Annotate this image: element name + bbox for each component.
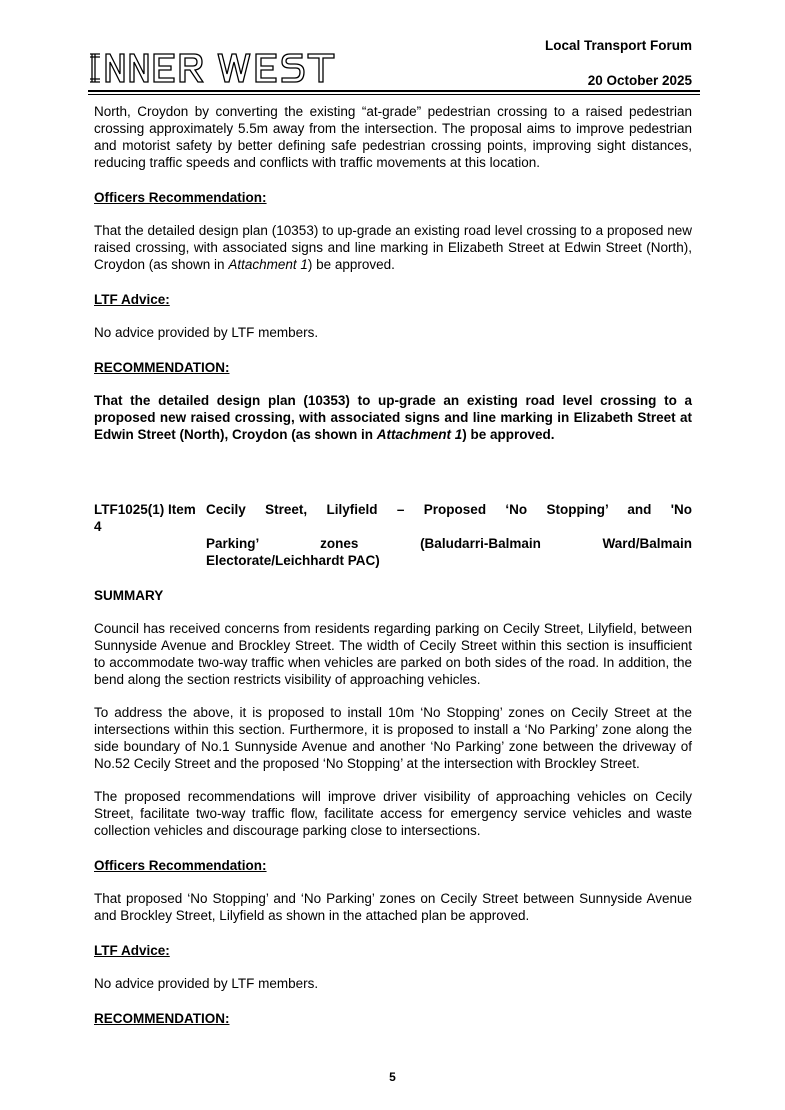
ltf-advice-text-item4: No advice provided by LTF members. bbox=[94, 976, 319, 991]
page-header bbox=[88, 34, 700, 96]
item-code: LTF1025(1) Item 4 bbox=[94, 502, 196, 534]
intro-paragraph: North, Croydon by converting the existing “at-grade” pedestrian crossing to a raised pedestrian crossing approximately 5.5m away from the intersection. The proposal aims to improve pedestrian and motorist safety by better defining safe pedestrian crossing points, improving sight distances, reducing traffic speeds and conflicts with traffic movements at this location. bbox=[94, 104, 692, 170]
recommendation-text: That the detailed design plan (10353) to up-grade an existing road level crossing to a proposed new raised crossing, with associated signs and line marking in Elizabeth Street at Edwin Street (North), Croydon (as shown in Attachment 1) be approved. bbox=[94, 393, 692, 442]
summary-paragraph-1: Council has received concerns from residents regarding parking on Cecily Street, Lilyfield, between Sunnyside Avenue and Brockley Street. The width of Cecily Street within this section is insufficient to accommodate two-way traffic when vehicles are parked on both sides of the road. In addition, the bend along the section restricts visibility of approaching vehicles. bbox=[94, 621, 692, 687]
summary-paragraph-3: The proposed recommendations will improve driver visibility of approaching vehicles on Cecily Street, facilitate two-way traffic flow, facilitate access for emergency service vehicles and waste collection vehicles and discourage parking close to intersections. bbox=[94, 789, 692, 838]
ltf-advice-text: No advice provided by LTF members. bbox=[94, 325, 319, 340]
item-title-line3: Electorate/Leichhardt PAC) bbox=[206, 553, 380, 568]
ltf-advice-heading: LTF Advice: bbox=[94, 292, 170, 307]
header-meta bbox=[545, 38, 692, 88]
inner-west-logo bbox=[88, 50, 336, 86]
forum-title: Local Transport Forum bbox=[544, 38, 692, 53]
header-rule-thin bbox=[88, 94, 700, 95]
meeting-date: 20 October 2025 bbox=[587, 73, 692, 88]
summary-paragraph-2: To address the above, it is proposed to install 10m ‘No Stopping’ zones on Cecily Street at the intersections within this section. Furthermore, it is proposed to install a ‘No Parking’ zone along the side boundary of No.1 Sunnyside Avenue and another ‘No Parking’ zone between the driveway of No.52 Cecily Street and the proposed ‘No Stopping’ at the intersection with Brockley Street. bbox=[94, 705, 692, 771]
item-title-line2: Parking’ zones (Baludarri-Balmain Ward/Balmain bbox=[206, 536, 692, 551]
ltf-advice-heading-item4: LTF Advice: bbox=[94, 943, 170, 958]
recommendation-heading-item4: RECOMMENDATION: bbox=[94, 1011, 230, 1026]
summary-heading: SUMMARY bbox=[94, 588, 164, 603]
item-title-line1: Cecily Street, Lilyfield – Proposed ‘No Stopping’ and 'No bbox=[206, 502, 692, 517]
page-content bbox=[94, 103, 692, 1027]
officers-recommendation-item4: That proposed ‘No Stopping’ and ‘No Parking’ zones on Cecily Street between Sunnyside Avenue and Brockley Street, Lilyfield as shown in the attached plan be approved. bbox=[94, 891, 692, 923]
officers-recommendation: That the detailed design plan (10353) to up-grade an existing road level crossing to a proposed new raised crossing, with associated signs and line marking in Elizabeth Street at Edwin Street (North), Croydon (as shown in Attachment 1) be approved. bbox=[94, 223, 692, 272]
officers-heading: Officers Recommendation: bbox=[94, 190, 267, 205]
recommendation-heading: RECOMMENDATION: bbox=[94, 360, 230, 375]
item-4-title-block bbox=[94, 501, 692, 569]
officers-heading-item4: Officers Recommendation: bbox=[94, 858, 267, 873]
header-rule bbox=[88, 90, 700, 92]
page-number: 5 bbox=[389, 1070, 396, 1084]
